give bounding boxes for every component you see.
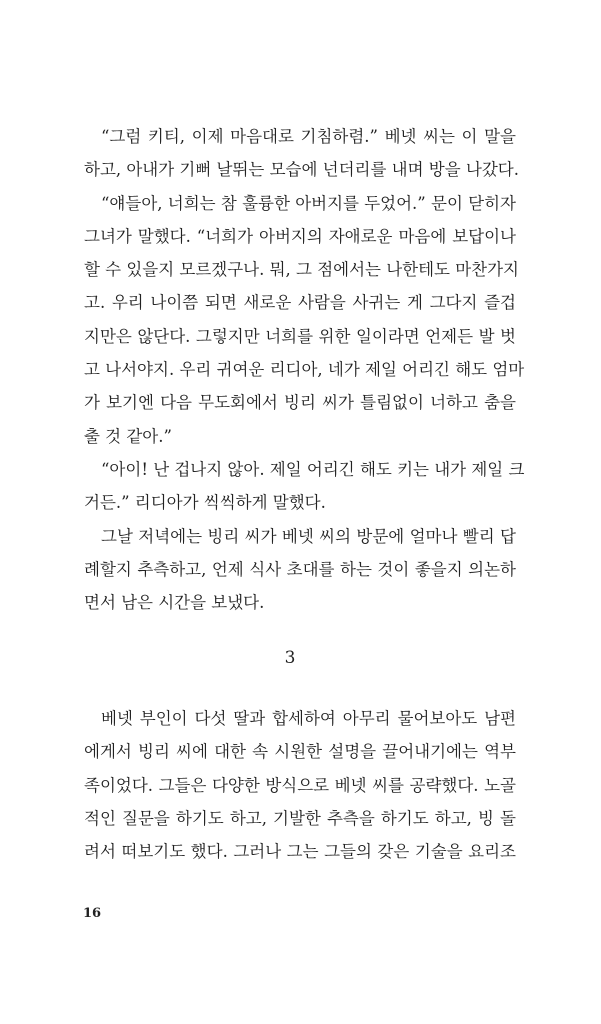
text-line: 그녀가 말했다. “너희가 아버지의 자애로운 마음에 보답이나 <box>84 226 516 246</box>
page-number: 16 <box>83 906 102 921</box>
text-line: 할 수 있을지 모르겠구나. 뭐, 그 점에서는 나한테도 마찬가지 <box>84 260 519 280</box>
text-line: 례할지 추측하고, 언제 식사 초대를 하는 것이 좋을지 의논하 <box>84 559 516 579</box>
text-line: 적인 질문을 하기도 하고, 기발한 추측을 하기도 하고, 빙 돌 <box>84 808 516 828</box>
text-line: “아이! 난 겁나지 않아. 제일 어리긴 해도 키는 내가 제일 크 <box>101 459 525 479</box>
text-line: 면서 남은 시간을 보냈다. <box>84 593 265 613</box>
text-line: 거든.” 리디아가 씩씩하게 말했다. <box>84 493 326 513</box>
text-line: 에게서 빙리 씨에 대한 속 시원한 설명을 끌어내기에는 역부 <box>84 742 516 762</box>
text-line: 출 것 같아.” <box>84 426 172 446</box>
text-line: “그럼 키티, 이제 마음대로 기침하렴.” 베넷 씨는 이 말을 <box>101 127 516 146</box>
text-line: 베넷 부인이 다섯 딸과 합세하여 아무리 물어보아도 남편 <box>101 709 516 728</box>
text-line: “얘들아, 너희는 참 훌륭한 아버지를 두었어.” 문이 닫히자 <box>101 193 516 213</box>
text-line: 그날 저녁에는 빙리 씨가 베넷 씨의 방문에 얼마나 빨리 답 <box>101 526 516 546</box>
text-line: 고. 우리 나이쯤 되면 새로운 사람을 사귀는 게 그다지 즐겁 <box>84 293 516 313</box>
text-line: 가 보기엔 다음 무도회에서 빙리 씨가 틀림없이 너하고 춤을 <box>84 393 516 413</box>
text-section-2 <box>84 702 516 868</box>
text-section-1 <box>84 120 525 619</box>
text-line: 지만은 않단다. 그렇지만 너희를 위한 일이라면 언제든 발 벗 <box>84 326 516 346</box>
text-line: 족이었다. 그들은 다양한 방식으로 베넷 씨를 공략했다. 노골 <box>84 775 516 795</box>
chapter-number: 3 <box>284 648 296 668</box>
text-line: 려서 떠보기도 했다. 그러나 그는 그들의 갖은 기술을 요리조 <box>84 842 516 862</box>
text-line: 하고, 아내가 기뻐 날뛰는 모습에 넌더리를 내며 방을 나갔다. <box>84 160 519 180</box>
text-line: 고 나서야지. 우리 귀여운 리디아, 네가 제일 어리긴 해도 엄마 <box>84 360 525 380</box>
